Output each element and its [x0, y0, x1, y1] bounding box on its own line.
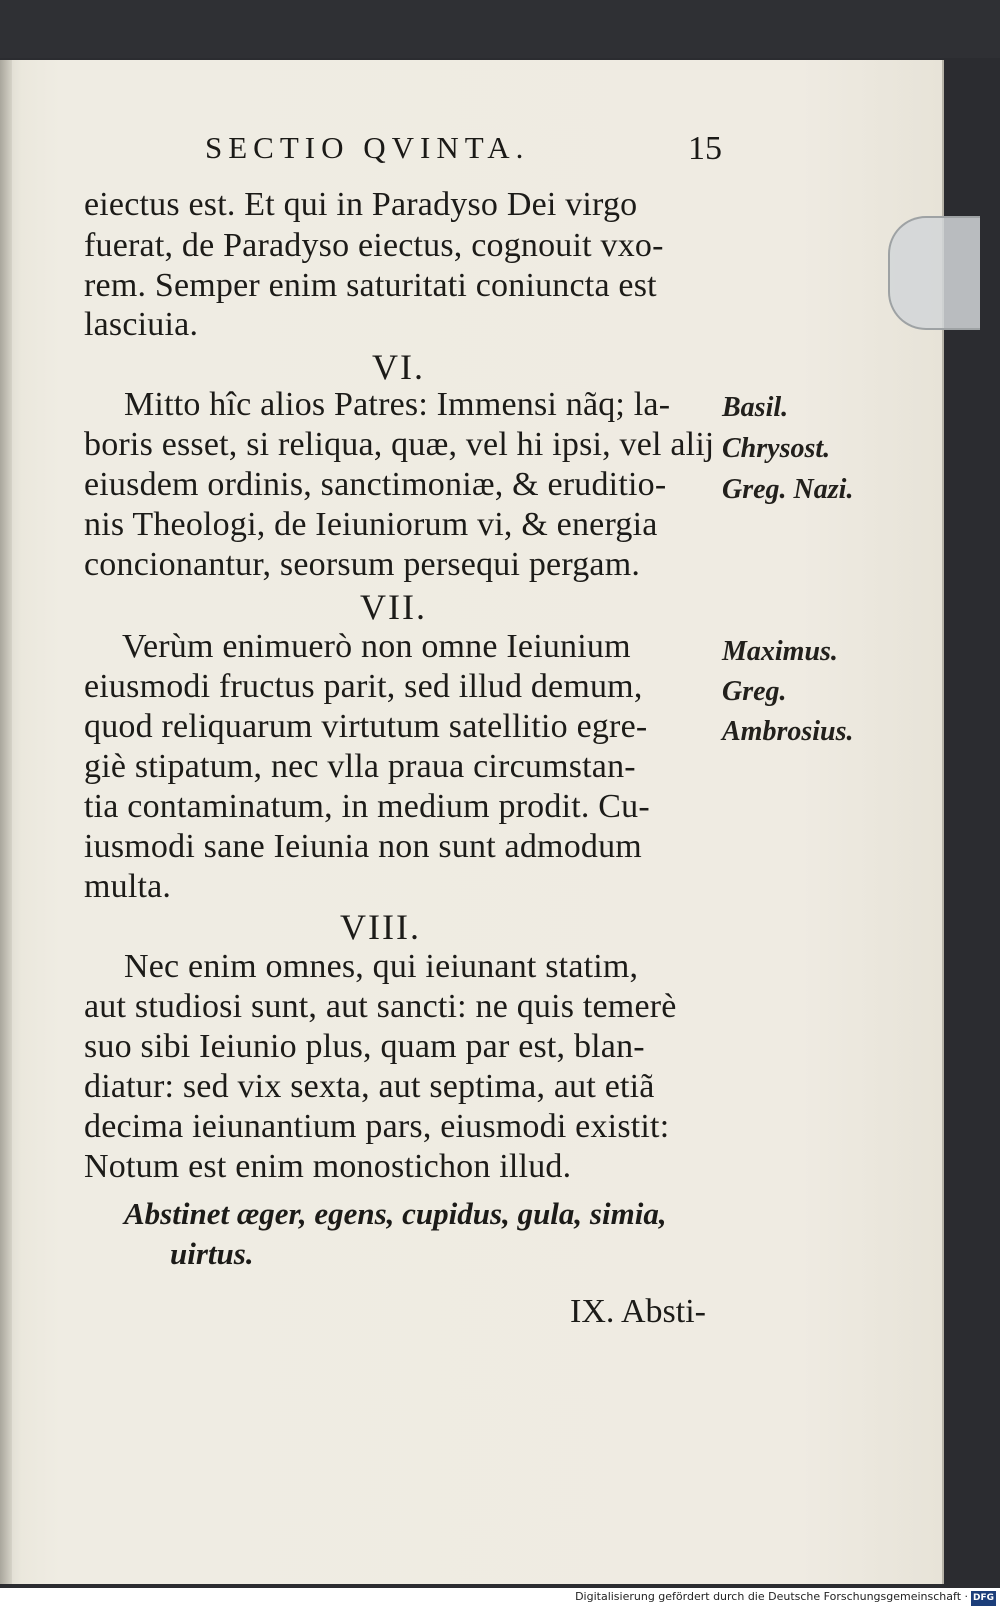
- section-numeral: VII.: [360, 587, 427, 627]
- body-line: eiectus est. Et qui in Paradyso Dei virgo: [84, 186, 638, 223]
- body-line: quod reliquarum virtutum satellitio egre-: [84, 708, 648, 745]
- body-line: fuerat, de Paradyso eiectus, cognouit vxo-: [84, 227, 664, 264]
- body-line: decima ieiunantium pars, eiusmodi existit:: [84, 1108, 670, 1145]
- dfg-logo: DFG: [971, 1591, 996, 1606]
- body-line: Nec enim omnes, qui ieiunant statim,: [124, 948, 639, 985]
- marginal-note: Greg.: [722, 676, 787, 707]
- marginal-note: Greg. Nazi.: [722, 474, 854, 505]
- body-line: rem. Semper enim saturitati coniuncta est: [84, 267, 657, 304]
- body-line: eiusdem ordinis, sanctimoniæ, & eruditio-: [84, 466, 667, 503]
- body-line: Mitto hîc alios Patres: Immensi nãq; la-: [124, 386, 671, 423]
- page-number: 15: [688, 130, 722, 167]
- section-numeral: VIII.: [340, 907, 421, 947]
- body-line: suo sibi Ieiunio plus, quam par est, blan-: [84, 1028, 645, 1065]
- section-numeral: VI.: [372, 347, 425, 387]
- body-line: eiusmodi fructus parit, sed illud demum,: [84, 668, 643, 705]
- body-line: giè stipatum, nec vlla praua circumstan-: [84, 748, 636, 785]
- page-gutter-shadow: [0, 60, 12, 1584]
- body-line: Notum est enim monostichon illud.: [84, 1148, 572, 1185]
- body-line: tia contaminatum, in medium prodit. Cu-: [84, 788, 650, 825]
- running-title: SECTIO QVINTA.: [205, 130, 530, 165]
- body-line: iusmodi sane Ieiunia non sunt admodum: [84, 828, 642, 865]
- marginal-note: Maximus.: [722, 636, 838, 667]
- marginal-note: Basil.: [722, 392, 789, 423]
- body-line: lasciuia.: [84, 306, 199, 343]
- verse-line: uirtus.: [170, 1236, 254, 1271]
- body-line: aut studiosi sunt, aut sancti: ne quis temerè: [84, 988, 677, 1025]
- verse-line: Abstinet æger, egens, cupidus, gula, simia,: [124, 1196, 667, 1231]
- digitization-credit: Digitalisierung gefördert durch die Deutsche Forschungsgemeinschaft ·: [575, 1590, 968, 1603]
- marginal-note: Ambrosius.: [722, 716, 854, 747]
- body-line: Verùm enimuerò non omne Ieiunium: [122, 628, 631, 665]
- body-line: concionantur, seorsum persequi pergam.: [84, 546, 641, 583]
- body-line: diatur: sed vix sexta, aut septima, aut etiã: [84, 1068, 655, 1105]
- body-line: boris esset, si reliqua, quæ, vel hi ipsi, vel alĳ: [84, 426, 715, 463]
- marginal-note: Chrysost.: [722, 433, 831, 464]
- body-line: nis Theologi, de Ieiuniorum vi, & energia: [84, 506, 658, 543]
- page-clip-tab: [888, 216, 980, 330]
- scan-background-top: [0, 0, 1000, 58]
- body-line: multa.: [84, 868, 172, 905]
- catchword: IX. Absti-: [570, 1293, 706, 1330]
